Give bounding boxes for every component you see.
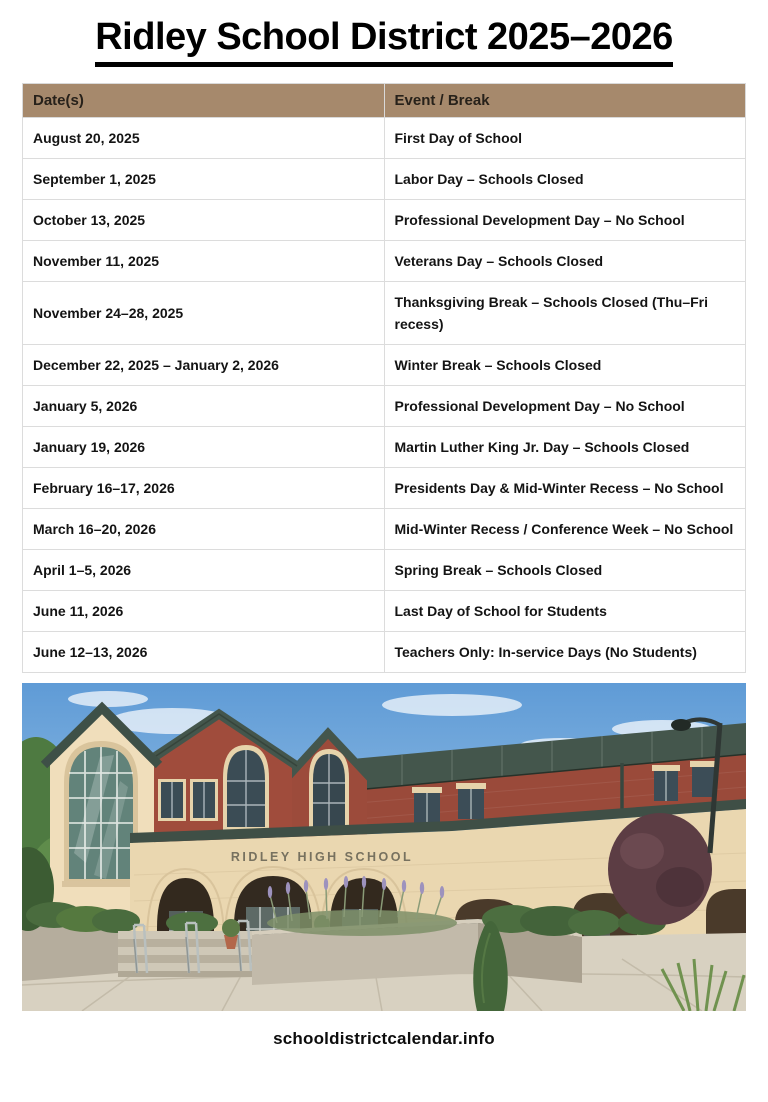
table-row [23,281,746,344]
school-photo-illustration [22,683,746,1011]
page-title: Ridley School District 2025–2026 [95,16,673,67]
site-footer-text: schooldistrictcalendar.info [273,1028,495,1048]
event-cell: Professional Development Day – No School [384,199,746,240]
table-row [23,549,746,590]
date-cell: September 1, 2025 [23,158,385,199]
date-cell: April 1–5, 2026 [23,549,385,590]
date-cell: August 20, 2025 [23,117,385,158]
school-sign-text: RIDLEY HIGH SCHOOL [230,849,414,864]
column-header-event: Event / Break [384,83,746,117]
title-block [22,16,746,67]
school-photo [22,683,746,1011]
table-row [23,426,746,467]
table-header-row [23,83,746,117]
date-cell: February 16–17, 2026 [23,467,385,508]
event-cell: Teachers Only: In-service Days (No Students) [384,631,746,672]
table-row [23,158,746,199]
date-cell: October 13, 2025 [23,199,385,240]
event-cell: Presidents Day & Mid-Winter Recess – No School [384,467,746,508]
table-row [23,199,746,240]
event-cell: Martin Luther King Jr. Day – Schools Closed [384,426,746,467]
event-cell: Winter Break – Schools Closed [384,344,746,385]
event-cell: Last Day of School for Students [384,590,746,631]
purple-bush [608,813,712,925]
table-row [23,385,746,426]
date-cell: November 24–28, 2025 [23,281,385,344]
date-cell: November 11, 2025 [23,240,385,281]
column-header-dates: Date(s) [23,83,385,117]
event-cell: Mid-Winter Recess / Conference Week – No School [384,508,746,549]
event-cell: First Day of School [384,117,746,158]
table-row [23,590,746,631]
table-row [23,240,746,281]
table-row [23,117,746,158]
date-cell: December 22, 2025 – January 2, 2026 [23,344,385,385]
table-row [23,508,746,549]
calendar-page [0,16,768,1049]
calendar-table [22,83,746,673]
date-cell: January 5, 2026 [23,385,385,426]
date-cell: March 16–20, 2026 [23,508,385,549]
event-cell: Spring Break – Schools Closed [384,549,746,590]
date-cell: June 12–13, 2026 [23,631,385,672]
table-row [23,344,746,385]
table-row [23,631,746,672]
date-cell: January 19, 2026 [23,426,385,467]
event-cell: Professional Development Day – No School [384,385,746,426]
event-cell: Thanksgiving Break – Schools Closed (Thu–Fri recess) [384,281,746,344]
date-cell: June 11, 2026 [23,590,385,631]
event-cell: Labor Day – Schools Closed [384,158,746,199]
table-row [23,467,746,508]
event-cell: Veterans Day – Schools Closed [384,240,746,281]
